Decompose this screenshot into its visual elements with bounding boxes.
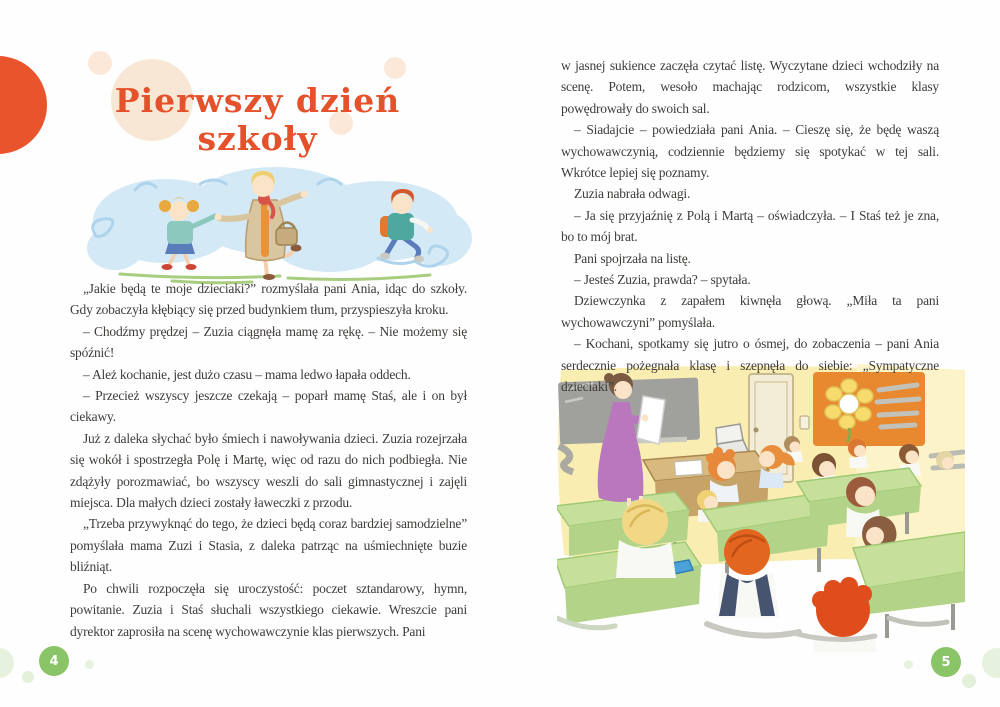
- pale-green-circle: [982, 648, 1000, 678]
- orange-edge-circle: [0, 56, 47, 154]
- pale-green-dot: [904, 660, 913, 669]
- peach-dot-small: [88, 51, 112, 75]
- paragraph: – Kochani, spotkamy się jutro o ósmej, do zobaczenia – pani Ania serdecznie pożegnała klasę i szepnęła do siebie: „Sympatyczne dzieciaki”.: [561, 336, 939, 395]
- page-number-right-value: 5: [941, 654, 951, 670]
- paragraph: Zuzia nabrała odwagi.: [574, 186, 691, 202]
- chapter-title: [70, 82, 445, 158]
- paragraph: – Przecież wszyscy jeszcze czekają – poparł mamę Staś, ale i on był ciekawy.: [70, 388, 467, 425]
- paragraph: „Jakie będą te moje dzieciaki?” rozmyślała pani Ania, idąc do szkoły. Gdy zobaczyła kłębiący się przed budynkiem tłum, przyspieszyła kroku.: [70, 281, 467, 318]
- paragraph: – Ja się przyjaźnię z Polą i Martą – oświadczyła. – I Staś też je zna, bo to mój brat.: [561, 207, 939, 245]
- peach-dot-top: [384, 57, 406, 79]
- paragraph: Już z daleka słychać było śmiech i nawoływania dzieci. Zuzia rozejrzała się wokół i spostrzegła Polę i Martę, więc od razu do nich podbiegła. Nie zdążyły porozmawiać, bo wszyscy weszli do sali gimnastycznej i zajęli miejsca. Dla małych dzieci zostały ławeczki z przodu.: [70, 430, 467, 511]
- pale-green-dot: [22, 671, 34, 683]
- paragraph: Dziewczynka z zapałem kiwnęła głową. „Miła ta pani wychowawczyni” pomyślała.: [561, 293, 939, 330]
- paragraph: – Siadajcie – powiedziała pani Ania. – Cieszę się, że będę waszą wychowawczynią, codziennie będziemy się spotykać w tej sali. Wkrótce lepiej się poznamy.: [561, 122, 939, 181]
- page-number-left: [39, 646, 69, 676]
- left-page-text: [70, 278, 467, 642]
- pale-green-circle: [0, 648, 14, 678]
- chapter-title-line1: Pierwszy dzień: [114, 81, 401, 121]
- paragraph: Pani spojrzała na listę.: [574, 250, 691, 266]
- paragraph: Po chwili rozpoczęła się uroczystość: poczet sztandarowy, hymn, powitanie. Zuzia i Staś słuchali wszystkiego ciekawie. Wreszcie pani dyrektor zaprosiła na scenę wychowawczynie klas pierwszych. Pani: [70, 580, 467, 639]
- page-number-left-value: 4: [49, 653, 59, 669]
- paragraph: „Trzeba przywyknąć do tego, że dzieci będą coraz bardziej samodzielne” pomyślała mama Zuzi i Stasia, z daleka patrząc na uśmiechnięte buzie bliźniąt.: [70, 516, 467, 575]
- classroom-illustration: [557, 360, 965, 652]
- paragraph: – Jesteś Zuzia, prawda? – spytała.: [574, 272, 751, 288]
- page-number-right: [931, 647, 961, 677]
- paragraph: – Ależ kochanie, jest dużo czasu – mama ledwo łapała oddech.: [83, 366, 411, 382]
- pale-green-dot: [962, 674, 976, 688]
- walk-to-school-illustration: [80, 166, 475, 288]
- light-switch: [800, 416, 809, 429]
- right-page-text: [561, 55, 939, 398]
- chapter-title-line2: szkoły: [197, 119, 318, 159]
- paragraph: w jasnej sukience zaczęła czytać listę. Wyczytane dzieci wchodziły na scenę. Potem, wesoło machając rodzicom, wszystkie klasy powędrowały do swoich sal.: [561, 58, 939, 116]
- pale-green-dot: [85, 660, 94, 669]
- paragraph: – Chodźmy prędzej – Zuzia ciągnęła mamę za rękę. – Nie możemy się spóźnić!: [70, 323, 467, 361]
